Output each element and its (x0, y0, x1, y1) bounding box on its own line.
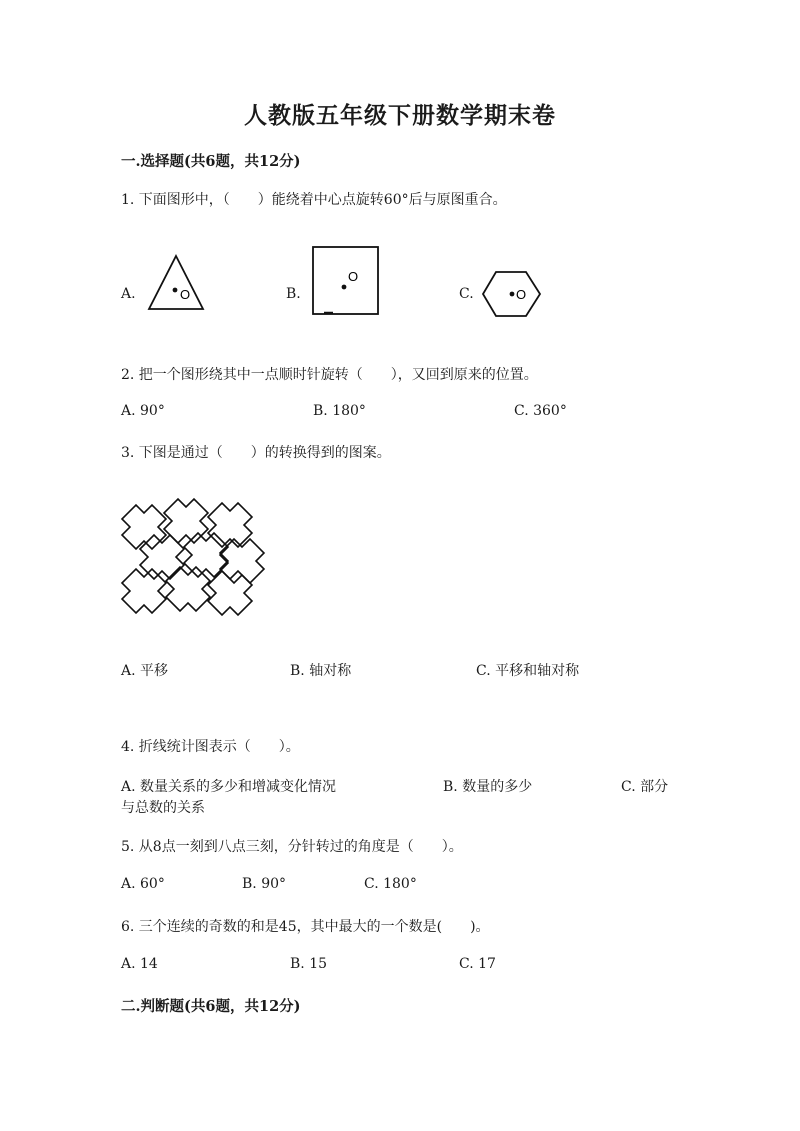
question-6: 6. 三个连续的奇数的和是45，其中最大的一个数是( )。 (121, 919, 490, 935)
square-figure (311, 245, 381, 317)
center-mark-label: O (516, 287, 527, 302)
q3-option-a: A. 平移 (121, 663, 169, 679)
question-5: 5. 从8点一刻到八点三刻，分针转过的角度是（ ）。 (121, 839, 463, 855)
q6-option-b: B. 15 (290, 956, 328, 972)
q1-option-a: A. (121, 286, 136, 302)
q4-option-c-continued: 与总数的关系 (121, 800, 205, 816)
q4-option-b: B. 数量的多少 (443, 779, 533, 795)
question-2: 2. 把一个图形绕其中一点顺时针旋转（ ），又回到原来的位置。 (121, 367, 538, 383)
center-mark-label: O (180, 287, 191, 302)
q3-option-b: B. 轴对称 (290, 663, 352, 679)
q4-option-a: A. 数量关系的多少和增减变化情况 (121, 779, 337, 795)
center-point (510, 292, 515, 297)
square-shape (313, 247, 378, 314)
pattern-tile (122, 505, 166, 549)
q4-option-c: C. 部分 (621, 779, 669, 795)
pattern-tile (208, 503, 252, 547)
section-heading-judgment: 二.判断题(共6题，共12分) (121, 998, 301, 1015)
pattern-tile (166, 567, 210, 611)
q5-option-b: B. 90° (242, 876, 287, 892)
center-mark-label: O (348, 269, 359, 284)
triangle-shape (149, 256, 203, 309)
page-title: 人教版五年级下册数学期末卷 (244, 102, 556, 129)
hexagon-figure (481, 270, 543, 320)
q1-option-b: B. (286, 286, 301, 302)
q2-option-c: C. 360° (514, 403, 567, 419)
question-1: 1. 下面图形中，（ ）能绕着中心点旋转60°后与原图重合。 (121, 192, 507, 208)
q3-option-c: C. 平移和轴对称 (476, 663, 580, 679)
question-3: 3. 下图是通过（ ）的转换得到的图案。 (121, 445, 391, 461)
triangle-figure (145, 252, 207, 314)
pattern-tile (140, 535, 184, 579)
q6-option-a: A. 14 (121, 956, 158, 972)
question-4: 4. 折线统计图表示（ ）。 (121, 739, 300, 755)
q5-option-c: C. 180° (364, 876, 417, 892)
q2-option-a: A. 90° (121, 403, 165, 419)
section-heading-choice: 一.选择题(共6题，共12分) (121, 153, 301, 170)
tessellation-pattern-figure (120, 495, 266, 619)
q1-option-c: C. (459, 286, 474, 302)
q6-option-c: C. 17 (459, 956, 496, 972)
q5-option-a: A. 60° (121, 876, 165, 892)
pattern-tile (208, 571, 252, 615)
pattern-tile (122, 569, 166, 613)
q2-option-b: B. 180° (313, 403, 366, 419)
center-point (342, 285, 347, 290)
center-point (173, 288, 178, 293)
